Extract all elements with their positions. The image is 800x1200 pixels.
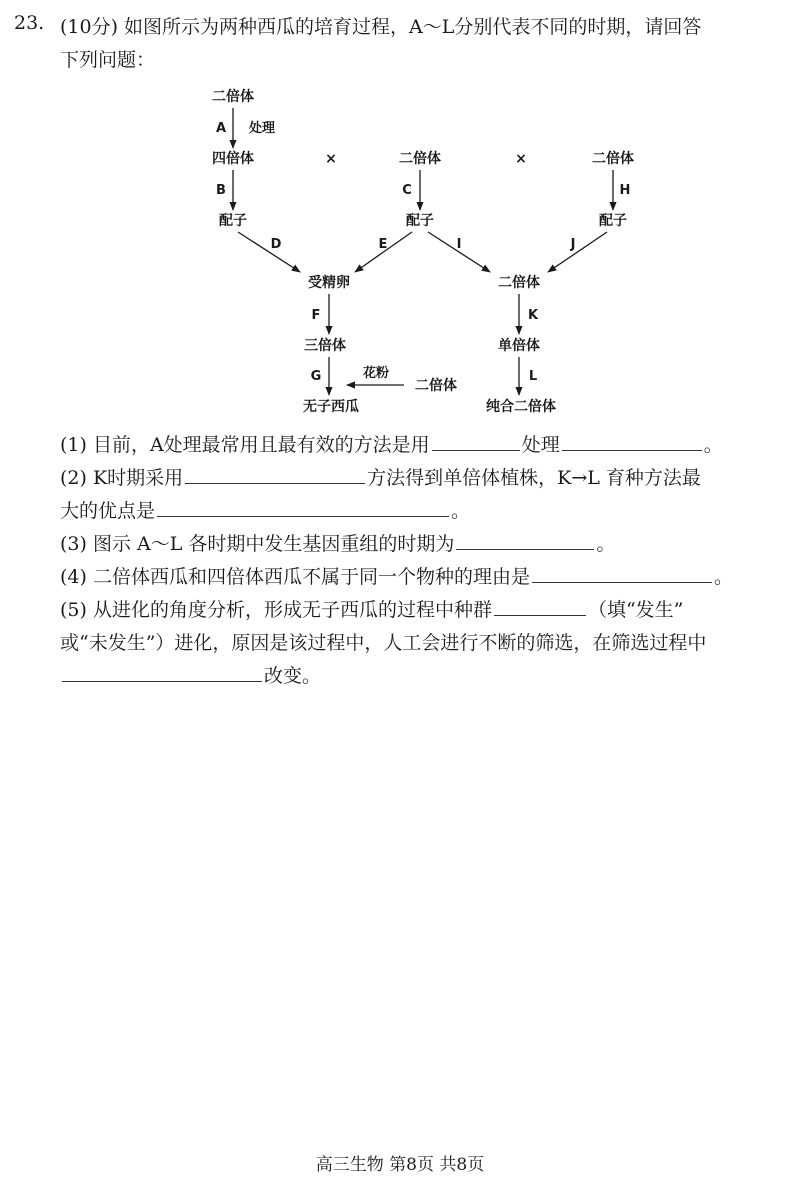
breeding-diagram (0, 0, 800, 430)
cross-symbol: × (325, 151, 337, 167)
node-diploid-right: 二倍体 (592, 151, 634, 167)
question-4: (4) 二倍体西瓜和四倍体西瓜不属于同一个物种的理由是 。 (60, 566, 733, 588)
label-c: C (402, 183, 412, 198)
label-e: E (378, 237, 388, 252)
node-diploid-center: 二倍体 (498, 275, 540, 291)
answer-blank[interactable] (185, 466, 365, 484)
answer-blank[interactable] (562, 433, 702, 451)
answer-blank[interactable] (494, 598, 586, 616)
node-diploid-top: 二倍体 (212, 89, 254, 105)
label-a: A (215, 121, 227, 136)
question-5-line1: (5) 从进化的角度分析，形成无子西瓜的过程中种群 （填“发生” (60, 599, 684, 621)
label-h: H (619, 183, 631, 198)
question-number: 23. (14, 12, 45, 34)
question-2-line1: (2) K时期采用 方法得到单倍体植株，K→L 育种方法最 (60, 467, 701, 489)
label-treat: 处理 (248, 121, 276, 136)
question-5-line2: 或“未发生”）进化，原因是该过程中，人工会进行不断的筛选，在筛选过程中 (60, 632, 707, 654)
node-seedless-watermelon: 无子西瓜 (303, 399, 359, 415)
answer-blank[interactable] (432, 433, 520, 451)
question-header-line2: 下列问题： (60, 49, 156, 71)
question-header-line1: (10分) 如图所示为两种西瓜的培育过程，A～L分别代表不同的时期，请回答 (60, 16, 702, 38)
node-triploid: 三倍体 (304, 338, 346, 354)
label-d: D (270, 237, 282, 252)
answer-blank[interactable] (456, 532, 594, 550)
node-tetraploid: 四倍体 (212, 151, 254, 167)
label-i: I (456, 237, 462, 252)
label-l: L (528, 369, 538, 384)
node-gamete-mid: 配子 (406, 213, 434, 229)
node-gamete-right: 配子 (599, 213, 627, 229)
question-2-line2: 大的优点是 。 (60, 500, 471, 522)
label-f: F (311, 308, 321, 323)
question-3: (3) 图示 A～L 各时期中发生基因重组的时期为 。 (60, 533, 616, 555)
node-zygote: 受精卵 (308, 275, 350, 291)
node-pure-diploid: 纯合二倍体 (486, 399, 556, 415)
label-b: B (216, 183, 226, 198)
node-diploid-pollen: 二倍体 (415, 378, 457, 394)
node-gamete-left: 配子 (219, 213, 247, 229)
page-footer: 高三生物 第8页 共8页 (315, 1155, 485, 1175)
question-5-line3: 改变。 (60, 661, 321, 688)
answer-blank[interactable] (62, 664, 262, 682)
arrow-d (238, 232, 300, 272)
label-k: K (527, 308, 539, 323)
node-diploid-mid: 二倍体 (399, 151, 441, 167)
label-j: J (570, 237, 576, 252)
node-haploid: 单倍体 (498, 338, 540, 354)
answer-blank[interactable] (157, 499, 449, 517)
label-g: G (310, 369, 322, 384)
cross-symbol: × (515, 151, 527, 167)
arrow-j (548, 232, 607, 272)
question-1: (1) 目前，A处理最常用且最有效的方法是用 处理 。 (60, 434, 723, 456)
label-pollen: 花粉 (362, 366, 390, 381)
answer-blank[interactable] (532, 565, 712, 583)
